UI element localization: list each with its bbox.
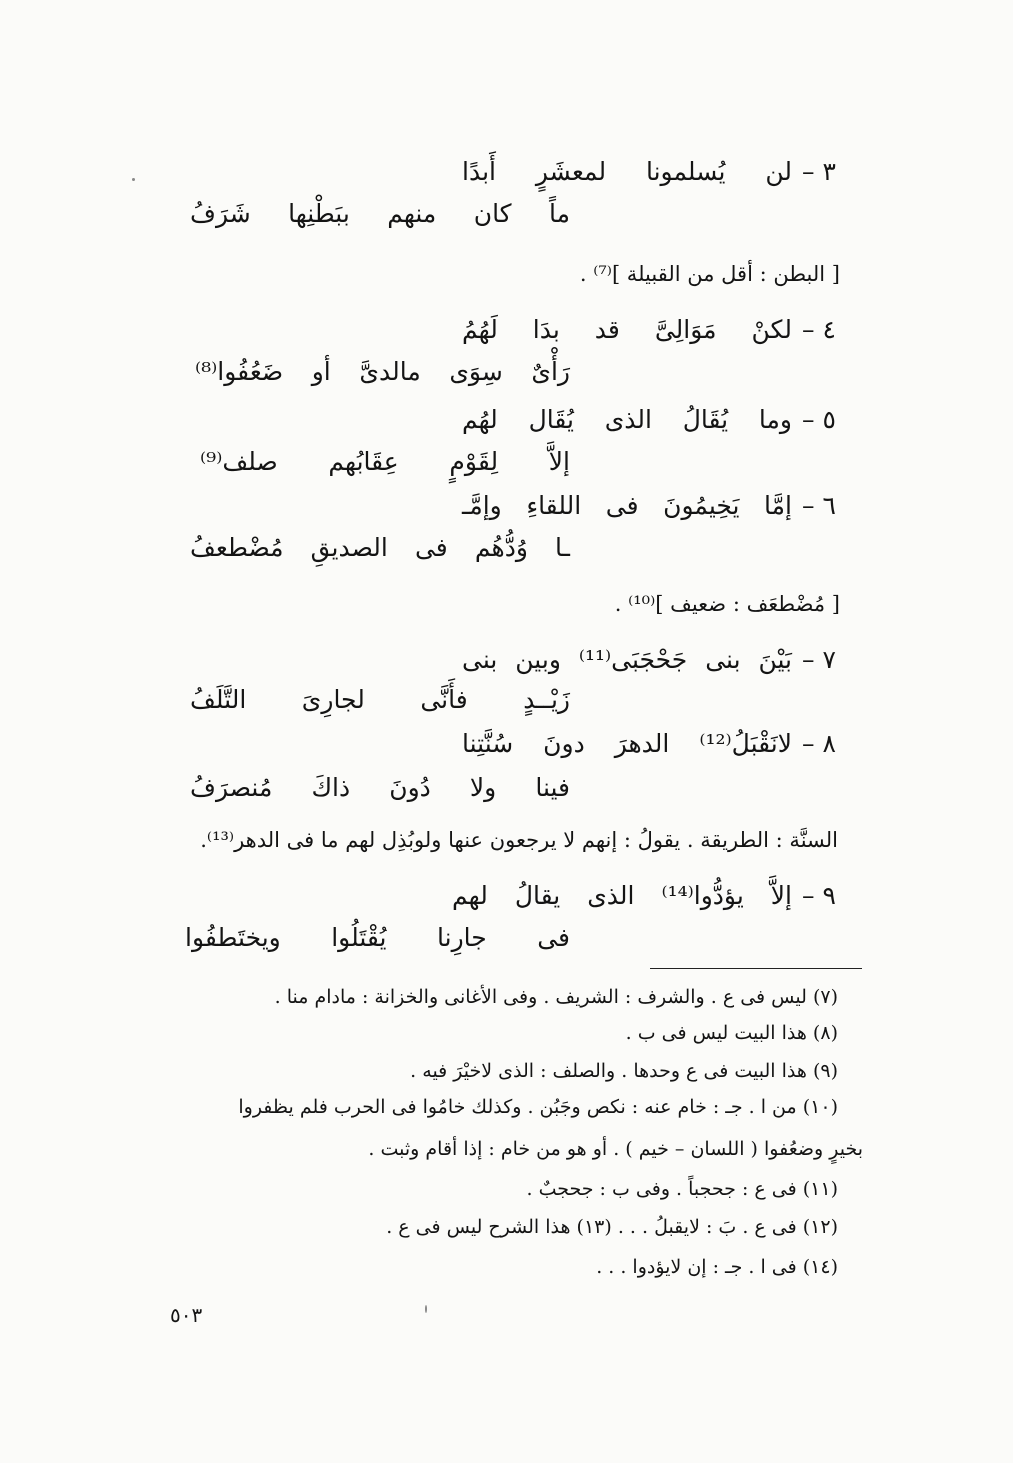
word: ضَعُفُوا⁽⁸⁾ [195, 357, 284, 386]
word: بنى [462, 645, 498, 674]
word: يُقَال [528, 405, 574, 434]
word: جارِنا [437, 923, 487, 952]
word: وُدُّهُم [474, 533, 528, 562]
verse-8-first-hemistich [462, 728, 792, 760]
scan-speck [425, 1305, 427, 1313]
verse-number: ٥ – [802, 405, 836, 434]
word: فى [414, 533, 448, 562]
verse-9-second-hemistich [185, 922, 570, 954]
word: الدهرَ [614, 729, 670, 758]
verse-6-first-hemistich [462, 490, 792, 522]
word: لهم [452, 881, 488, 910]
footnote: (٧) ليس فى ع . والشرف : الشريف . وفى الأغانى والخزانة : مادام منا . [274, 986, 838, 1008]
footnote: (٩) هذا البيت فى ع وحدها . والصلف : الذى لاخيْرَ فيه . [410, 1060, 838, 1082]
word: وما [758, 405, 792, 434]
word: قد [594, 315, 620, 344]
word: الذى [604, 405, 652, 434]
word: ماً [548, 199, 570, 228]
verse-7-second-hemistich [190, 684, 570, 716]
word: إلاَّ [548, 447, 570, 476]
word: لهُم [462, 405, 498, 434]
word: فينا [535, 773, 570, 802]
verse-8-second-hemistich [190, 772, 570, 804]
word: لن [765, 157, 792, 186]
word: ـا [555, 533, 570, 562]
verse-9-first-hemistich [452, 880, 792, 912]
word: مُضْطعفُ [190, 533, 284, 562]
word: فى [605, 491, 639, 520]
footnote: (١٠) من ا . جـ : خام عنه : نكص وجَبُن . وكذلك خامُوا فى الحرب فلم يظفروا [238, 1096, 838, 1118]
word: يقالُ [514, 881, 561, 910]
verse-number: ٤ – [802, 315, 836, 344]
verse-3-second-hemistich [190, 198, 570, 230]
commentary-note: [ البطن : أقل من القبيلة ]⁽⁷⁾ . [579, 262, 840, 286]
verse-number: ٦ – [802, 491, 836, 520]
verse-7-first-hemistich [462, 644, 792, 676]
footnote: (١٤) فى ا . جـ : إن لايؤدوا . . . [596, 1256, 838, 1278]
word: بَيْنَ [758, 645, 792, 674]
footnote-separator [650, 968, 862, 969]
footnote: (١١) فى ع : جحجباً . وفى ب : جحجبٌ . [526, 1178, 838, 1200]
word: ولا [469, 773, 497, 802]
word: ذاكَ [311, 773, 351, 802]
word: كان [473, 199, 512, 228]
verse-number: ٨ – [802, 729, 836, 758]
verse-5-first-hemistich [462, 404, 792, 436]
word: يُقَالُ [682, 405, 729, 434]
verse-number: ٩ – [802, 881, 836, 910]
word: يُسلمونا [645, 157, 726, 186]
word: أو [311, 357, 331, 386]
word: وبين [515, 645, 561, 674]
word: وإمَّـ [462, 491, 502, 520]
word: لمعشَرٍ [535, 157, 607, 186]
word: سُنَّتِنا [462, 729, 514, 758]
word: دُونَ [389, 773, 431, 802]
word: مالدىَّ [359, 357, 421, 386]
word: اللقاءِ [526, 491, 582, 520]
word: يُقْتَلُوا [331, 923, 387, 952]
word: لَهُمُ [462, 315, 498, 344]
word: بنى [705, 645, 741, 674]
word: فى [537, 923, 570, 952]
verse-number: ٣ – [802, 157, 836, 186]
word: مُنصرَفُ [190, 773, 273, 802]
word: إلاَّ [770, 881, 792, 910]
word: لِقَوْمٍ [449, 447, 499, 476]
word: يؤدُّوا⁽¹⁴⁾ [661, 881, 744, 910]
page-number: ٥٠٣ [170, 1303, 203, 1327]
word: صلف⁽⁹⁾ [200, 447, 278, 476]
word: لكنْ [751, 315, 792, 344]
word: إمَّا [764, 491, 792, 520]
commentary-note: [ مُضْطعَف : ضعيف ]⁽¹⁰⁾ . [614, 592, 840, 616]
word: ويختَطفُوا [185, 923, 281, 952]
word: جَحْجَبَى⁽¹¹⁾ [578, 645, 688, 674]
verse-5-second-hemistich [200, 446, 570, 478]
word: لجارِىَ [301, 685, 365, 714]
word: سِوَى [449, 357, 503, 386]
footnote: (١٢) فى ع . بَ : لايقبلُ . . . (١٣) هذا الشرح ليس فى ع . [386, 1216, 838, 1238]
verse-3-first-hemistich [462, 156, 792, 188]
word: فأَنَّى [420, 685, 468, 714]
footnote: بخيرٍ وضعُفوا ( اللسان – خيم ) . أو هو من خام : إذا أقام وثبت . [368, 1138, 863, 1160]
word: مَوَالِىَّ [654, 315, 717, 344]
word: الصديقِ [310, 533, 388, 562]
word: بدَا [532, 315, 560, 344]
verse-6-second-hemistich [190, 532, 570, 564]
verse-number: ٧ – [802, 645, 836, 674]
verse-4-second-hemistich [195, 356, 570, 388]
footnote: (٨) هذا البيت ليس فى ب . [625, 1022, 838, 1044]
word: زَيْــدٍ [523, 685, 570, 714]
word: ببَطْنِها [288, 199, 350, 228]
word: عِقَابُهم [328, 447, 399, 476]
word: الذى [587, 881, 635, 910]
word: منهم [387, 199, 437, 228]
word: دونَ [543, 729, 585, 758]
verse-4-first-hemistich [462, 314, 792, 346]
word: رَأْىٌ [531, 357, 570, 386]
word: لانَقْبَلُ⁽¹²⁾ [699, 729, 792, 758]
word: أَبدًا [462, 157, 496, 186]
word: يَخِيمُونَ [663, 491, 740, 520]
scan-speck [132, 178, 135, 181]
word: شَرَفُ [190, 199, 251, 228]
word: التَّلَفُ [190, 685, 247, 714]
commentary-note: السنَّة : الطريقة . يقولُ : إنهم لا يرجعون عنها ولوبُذِل لهم ما فى الدهر⁽¹³⁾. [200, 828, 838, 852]
